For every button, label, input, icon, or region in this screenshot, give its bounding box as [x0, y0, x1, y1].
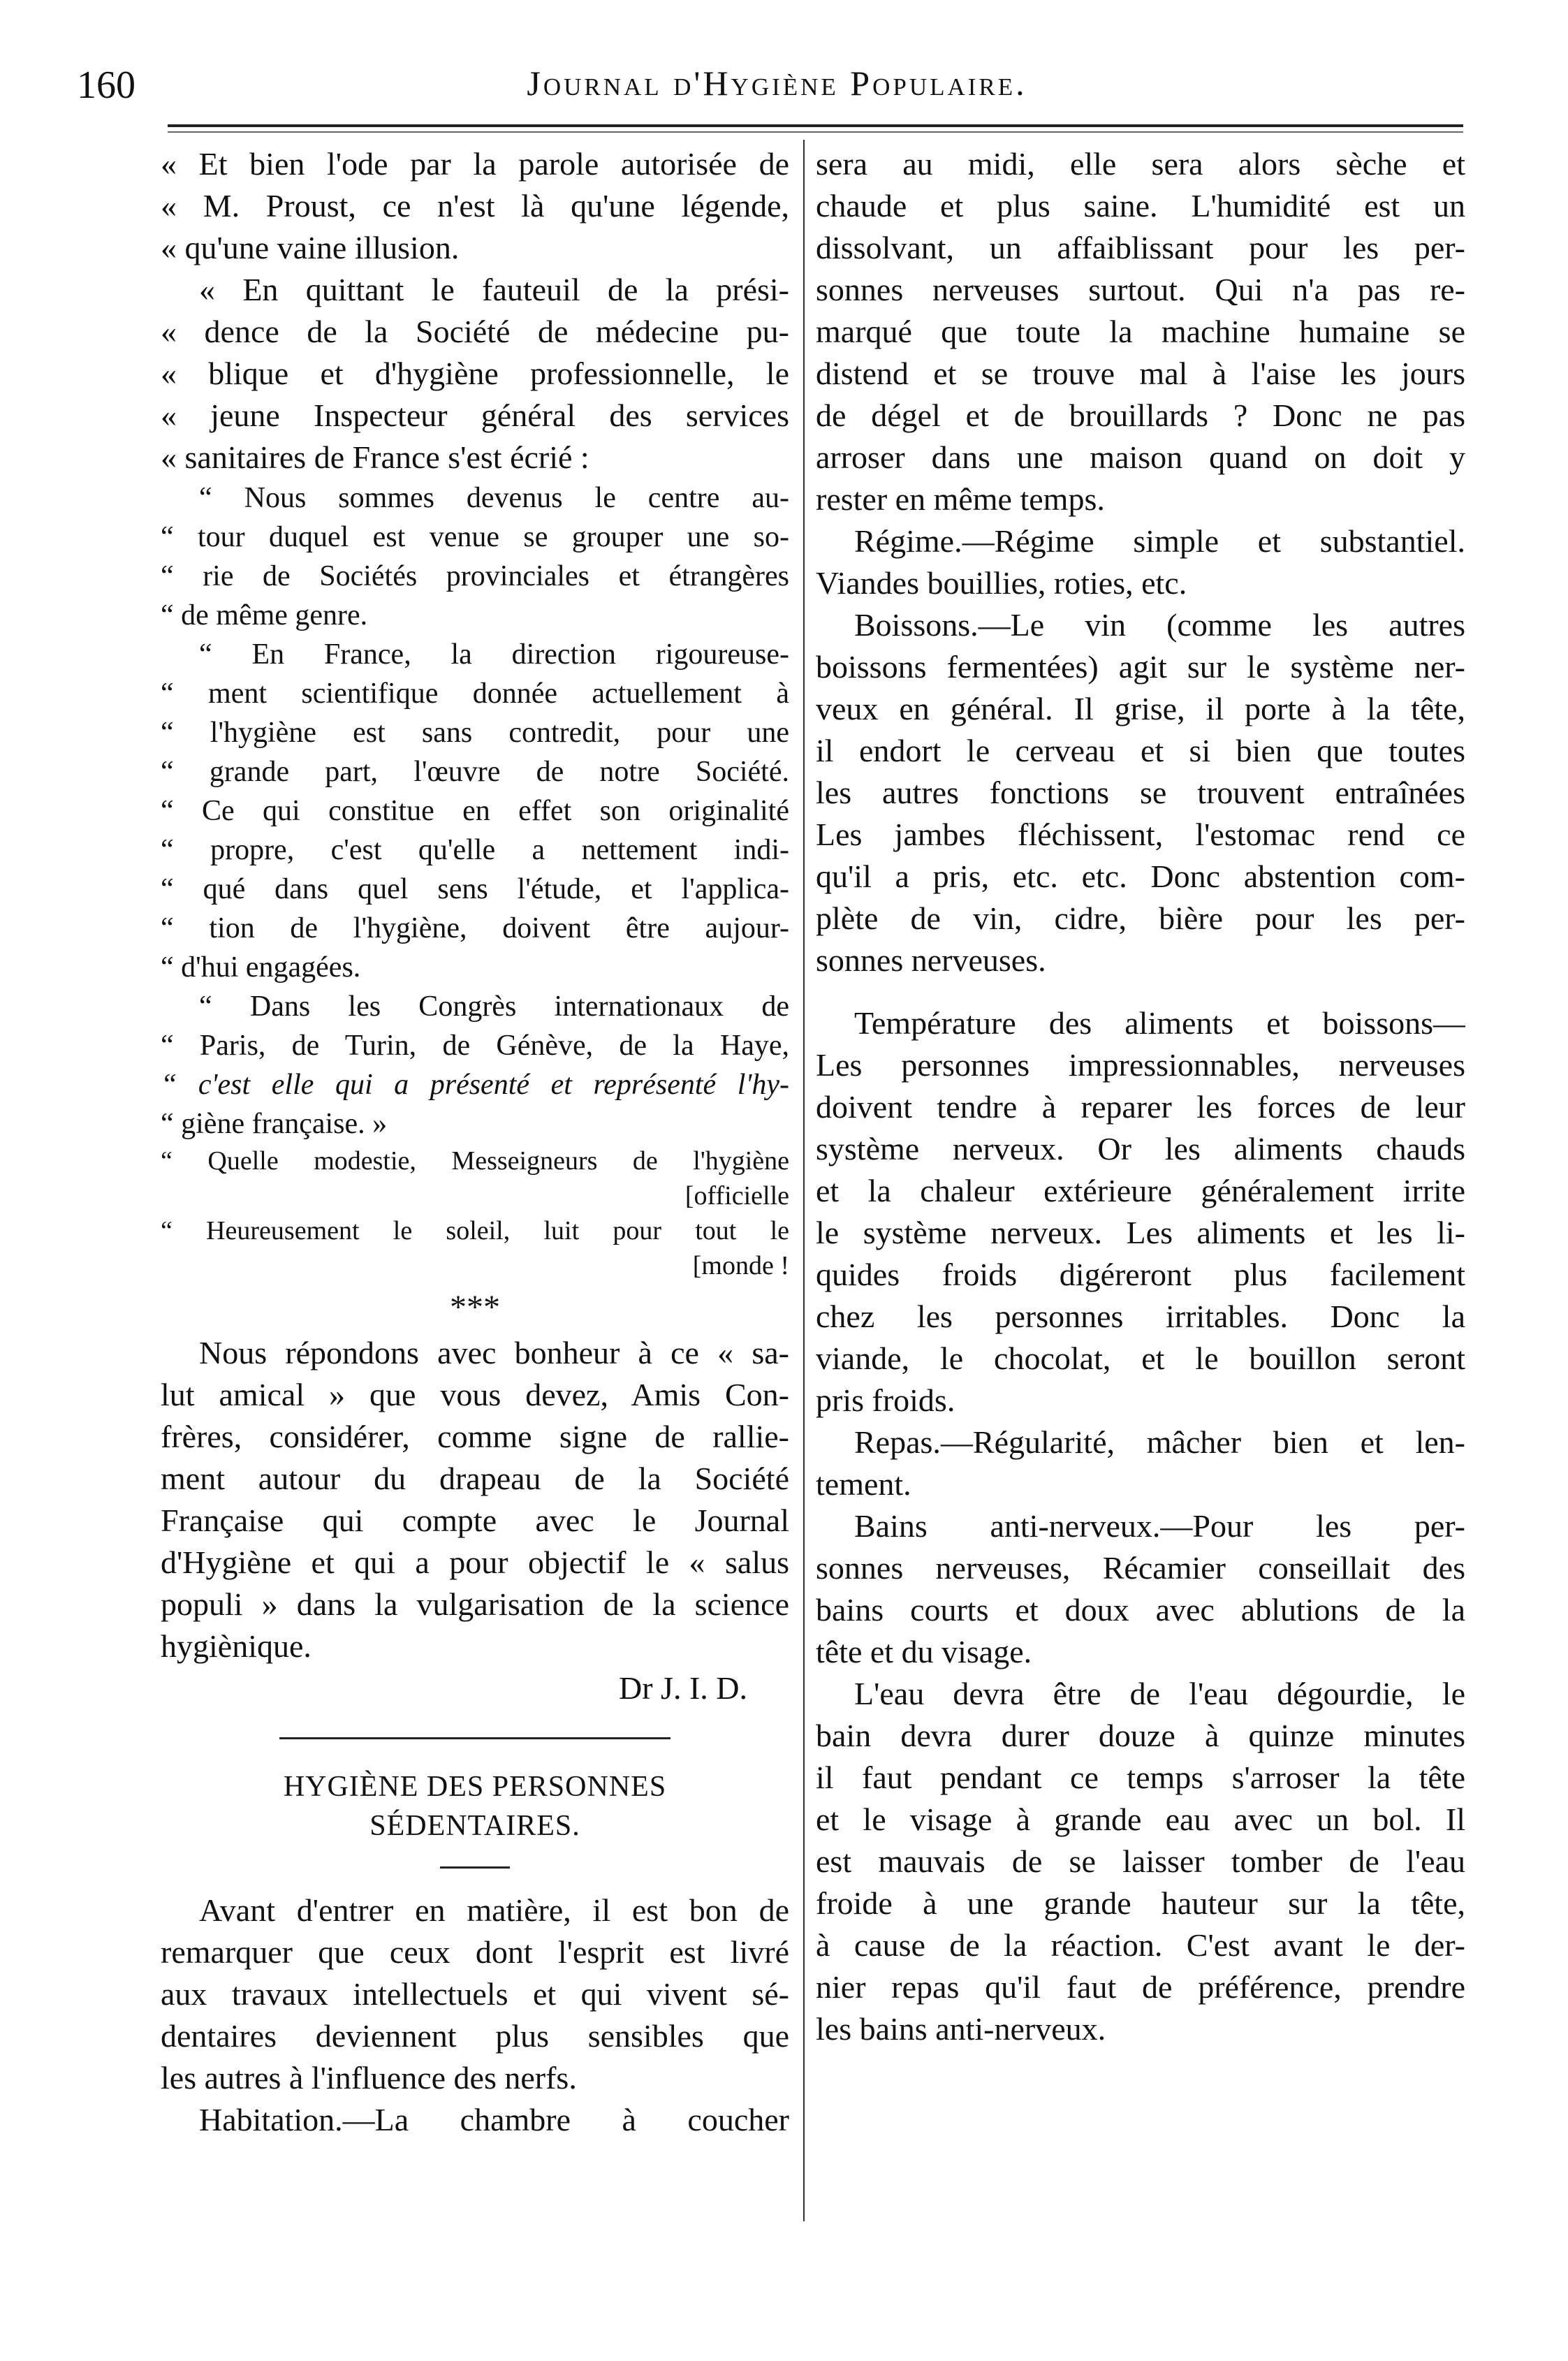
text-line: froide à une grande hauteur sur la tête, [816, 1885, 1465, 1921]
text-line: “ qué dans quel sens l'étude, et l'applica- [161, 873, 789, 905]
paragraph [816, 1505, 1465, 1673]
text-line: Régime.—Régime simple et substantiel. [854, 523, 1465, 559]
text-line: doivent tendre à reparer les forces de leur [816, 1089, 1465, 1125]
text-line: “ Quelle modestie, Messeigneurs de l'hygiène [161, 1146, 789, 1176]
text-line: Avant d'entrer en matière, il est bon de [199, 1892, 789, 1928]
text-line: “ de même genre. [161, 599, 368, 631]
text-line: dissolvant, un affaiblissant pour les per- [816, 230, 1465, 265]
paragraph [816, 1002, 1465, 1421]
text-line: plète de vin, cidre, bière pour les per- [816, 900, 1465, 936]
text-line: distend et se trouve mal à l'aise les jours [816, 356, 1465, 391]
text-line: nier repas qu'il faut de préférence, prendre [816, 1969, 1465, 2005]
text-line: dentaires deviennent plus sensibles que [161, 2018, 789, 2054]
text-line: sonnes nerveuses surtout. Qui n'a pas re- [816, 272, 1465, 307]
text-line: sonnes nerveuses, Récamier conseillait des [816, 1550, 1465, 1586]
text-line: Les personnes impressionnables, nerveuses [816, 1047, 1465, 1083]
left-column [161, 143, 789, 2141]
text-line: tement. [816, 1466, 911, 1502]
paragraph [816, 520, 1465, 604]
text-line: « dence de la Société de médecine pu- [161, 314, 789, 349]
text-line: “ Nous sommes devenus le centre au- [199, 482, 789, 514]
page-header [77, 63, 1477, 112]
text-line: le système nerveux. Les aliments et les li- [816, 1215, 1465, 1250]
text-line: les autres fonctions se trouvent entraînées [816, 775, 1465, 810]
text-line: bain devra durer douze à quinze minutes [816, 1718, 1465, 1753]
text-line: il endort le cerveau et si bien que toutes [816, 733, 1465, 768]
text-line: “ propre, c'est qu'elle a nettement indi- [161, 834, 789, 866]
text-line: lut amical » que vous devez, Amis Con- [161, 1377, 789, 1412]
paragraph [161, 143, 789, 269]
text-line: les autres à l'influence des nerfs. [161, 2060, 577, 2096]
text-line: chez les personnes irritables. Donc la [816, 1299, 1465, 1334]
section-stars: *** [450, 1289, 500, 1326]
text-line: Française qui compte avec le Journal [161, 1503, 789, 1538]
text-line: « blique et d'hygiène professionnelle, le [161, 356, 789, 391]
text-line: hygiènique. [161, 1628, 312, 1664]
text-line: Repas.—Régularité, mâcher bien et len- [854, 1424, 1465, 1460]
column-divider [803, 140, 805, 2221]
text-line: « sanitaires de France s'est écrié : [161, 439, 589, 475]
quotation [161, 987, 789, 1143]
text-line: Température des aliments et boissons— [854, 1005, 1465, 1041]
text-line: populi » dans la vulgarisation de la science [161, 1586, 789, 1622]
verse [161, 1143, 789, 1283]
spacer [816, 981, 1465, 1002]
text-line: Les jambes fléchissent, l'estomac rend ce [816, 817, 1465, 852]
paragraph [816, 1673, 1465, 2050]
text-line: de dégel et de brouillards ? Donc ne pas [816, 397, 1465, 433]
text-line: Viandes bouillies, roties, etc. [816, 565, 1187, 601]
text-line: “ ment scientifique donnée actuellement à [161, 678, 789, 710]
text-line: et la chaleur extérieure généralement irrite [816, 1173, 1465, 1208]
text-line: arroser dans une maison quand on doit y [816, 439, 1465, 475]
text-line: “ En France, la direction rigoureuse- [199, 638, 789, 671]
running-title: Journal d'Hygiène Populaire. [527, 64, 1027, 103]
text-line: “ tour duquel est venue se grouper une so- [161, 521, 789, 553]
text-line: “ Ce qui constitue en effet son originalité [161, 795, 789, 827]
text-line: « M. Proust, ce n'est là qu'une légende, [161, 188, 789, 224]
text-line: pris froids. [816, 1382, 955, 1418]
text-line: frères, considérer, comme signe de rallie- [161, 1419, 789, 1454]
signature: Dr J. I. D. [619, 1670, 747, 1706]
section-heading: HYGIÈNE DES PERSONNES [283, 1771, 667, 1803]
text-line: “ giène française. » [161, 1108, 388, 1140]
text-line: chaude et plus saine. L'humidité est un [816, 188, 1465, 224]
text-line: « En quittant le fauteuil de la prési- [199, 272, 789, 307]
paragraph [816, 143, 1465, 520]
text-line: à cause de la réaction. C'est avant le der- [816, 1927, 1465, 1963]
paragraph [161, 1889, 789, 2099]
text-line: « jeune Inspecteur général des services [161, 397, 789, 433]
text-line: “ rie de Sociétés provinciales et étrangères [161, 560, 789, 592]
text-line: aux travaux intellectuels et qui vivent sé- [161, 1976, 789, 2012]
section-rule [279, 1737, 671, 1739]
text-line: “ c'est elle qui a présenté et représenté l'hy- [161, 1069, 789, 1101]
heading-rule [440, 1866, 510, 1869]
text-line: est mauvais de se laisser tomber de l'eau [816, 1843, 1465, 1879]
paragraph [161, 2099, 789, 2141]
text-line: « Et bien l'ode par la parole autorisée de [161, 146, 789, 182]
text-line: sonnes nerveuses. [816, 942, 1046, 978]
text-line: “ Paris, de Turin, de Génève, de la Haye, [161, 1030, 789, 1062]
text-line: boissons fermentées) agit sur le système ner- [816, 649, 1465, 685]
text-line: quides froids digéreront plus facilement [816, 1257, 1465, 1292]
text-line: et le visage à grande eau avec un bol. Il [816, 1801, 1465, 1837]
text-line: Habitation.—La chambre à coucher [199, 2102, 789, 2137]
text-line: les bains anti-nerveux. [816, 2011, 1106, 2047]
text-line: tête et du visage. [816, 1634, 1032, 1669]
paragraph [816, 604, 1465, 981]
text-line: système nerveux. Or les aliments chauds [816, 1131, 1465, 1167]
text-line: veux en général. Il grise, il porte à la tête, [816, 691, 1465, 726]
text-line: viande, le chocolat, et le bouillon seront [816, 1340, 1465, 1376]
text-line: marqué que toute la machine humaine se [816, 314, 1465, 349]
text-line: [monde ! [692, 1251, 789, 1280]
text-line: sera au midi, elle sera alors sèche et [816, 146, 1465, 182]
text-line: L'eau devra être de l'eau dégourdie, le [854, 1676, 1465, 1711]
text-line: [officielle [684, 1181, 789, 1211]
quotation [161, 478, 789, 635]
text-line: Nous répondons avec bonheur à ce « sa- [199, 1335, 789, 1370]
text-line: rester en même temps. [816, 481, 1105, 517]
text-line: “ d'hui engagées. [161, 951, 361, 984]
text-line: “ Dans les Congrès internationaux de [199, 991, 789, 1023]
text-line: remarquer que ceux dont l'esprit est livré [161, 1934, 789, 1970]
text-line: Boissons.—Le vin (comme les autres [854, 607, 1465, 643]
text-line: “ l'hygiène est sans contredit, pour une [161, 717, 789, 749]
header-rule-thin [168, 131, 1463, 133]
text-line: « qu'une vaine illusion. [161, 230, 460, 265]
text-line: “ grande part, l'œuvre de notre Société. [161, 756, 789, 788]
text-line: “ Heureusement le soleil, luit pour tout le [161, 1216, 789, 1245]
quotation [161, 635, 789, 987]
page-number: 160 [77, 64, 135, 107]
paragraph [161, 269, 789, 478]
section-heading-line-2: SÉDENTAIRES. [369, 1810, 580, 1842]
text-line: Bains anti-nerveux.—Pour les per- [854, 1508, 1465, 1544]
text-line: bains courts et doux avec ablutions de la [816, 1592, 1465, 1628]
paragraph [161, 1332, 789, 1667]
text-line: “ tion de l'hygiène, doivent être aujour- [161, 912, 789, 944]
text-line: qu'il a pris, etc. etc. Donc abstention com- [816, 858, 1465, 894]
text-line: il faut pendant ce temps s'arroser la tête [816, 1760, 1465, 1795]
paragraph [816, 1421, 1465, 1505]
header-rule [168, 124, 1463, 127]
text-line: d'Hygiène et qui a pour objectif le « salus [161, 1544, 789, 1580]
text-line: ment autour du drapeau de la Société [161, 1461, 789, 1496]
right-column [816, 143, 1465, 2050]
